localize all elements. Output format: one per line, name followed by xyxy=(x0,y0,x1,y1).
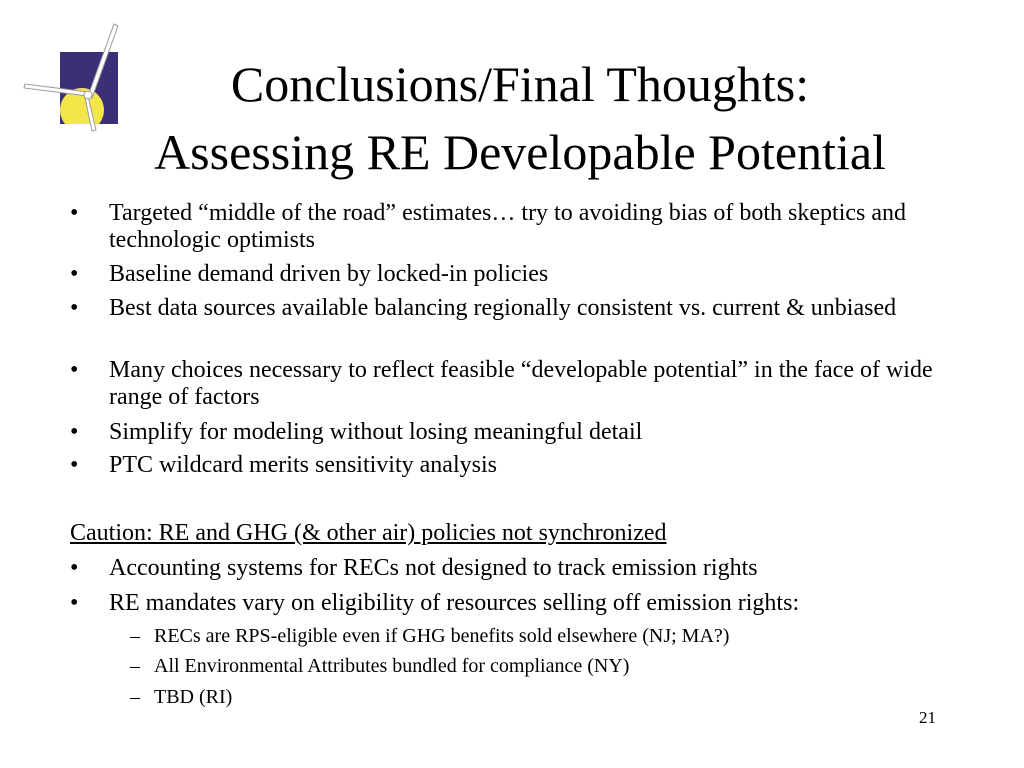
bullet-text: RE mandates vary on eligibility of resources selling off emission rights: xyxy=(109,590,800,616)
sub-bullet-item xyxy=(130,624,950,648)
sub-bullet-text: TBD (RI) xyxy=(154,686,233,708)
bullet-marker: • xyxy=(70,200,79,226)
page-number: 21 xyxy=(919,708,936,727)
bullet-text: Many choices necessary to reflect feasible “developable potential” in the face of wide range of factors xyxy=(109,357,933,410)
slide-title-line-2: Assessing RE Developable Potential xyxy=(154,124,886,180)
bullet-item xyxy=(70,555,950,582)
bullet-item xyxy=(70,357,950,411)
sub-bullet-marker: – xyxy=(130,655,140,677)
bullet-item xyxy=(70,452,950,479)
bullet-marker: • xyxy=(70,419,79,445)
bullet-marker: • xyxy=(70,590,79,616)
bullet-item xyxy=(70,295,950,322)
bullet-text: Simplify for modeling without losing meaningful detail xyxy=(109,419,643,445)
bullet-marker: • xyxy=(70,295,79,321)
sub-bullet-text: RECs are RPS-eligible even if GHG benefits sold elsewhere (NJ; MA?) xyxy=(154,625,730,647)
slide-title-line-1: Conclusions/Final Thoughts: xyxy=(230,56,810,112)
sub-bullet-text: All Environmental Attributes bundled for compliance (NY) xyxy=(154,655,630,677)
sub-bullet-marker: – xyxy=(130,686,140,708)
sub-bullet-marker: – xyxy=(130,625,140,647)
bullet-text: Accounting systems for RECs not designed to track emission rights xyxy=(109,555,758,581)
bullet-marker: • xyxy=(70,452,79,478)
bullet-marker: • xyxy=(70,261,79,287)
bullet-item xyxy=(70,200,950,254)
bullet-text: Targeted “middle of the road” estimates… try to avoiding bias of both skeptics and technologic optimists xyxy=(109,200,907,253)
bullet-item xyxy=(70,590,950,617)
sub-bullet-item xyxy=(130,685,950,709)
bullet-item xyxy=(70,419,950,446)
sub-bullet-item xyxy=(130,654,950,678)
bullet-text: PTC wildcard merits sensitivity analysis xyxy=(109,452,497,478)
bullet-marker: • xyxy=(70,357,79,383)
bullet-text: Best data sources available balancing regionally consistent vs. current & unbiased xyxy=(109,295,897,321)
bullet-text: Baseline demand driven by locked-in policies xyxy=(109,261,549,287)
bullet-item xyxy=(70,261,950,288)
bullet-marker: • xyxy=(70,555,79,581)
caution-heading: Caution: RE and GHG (& other air) policies not synchronized xyxy=(70,520,667,546)
